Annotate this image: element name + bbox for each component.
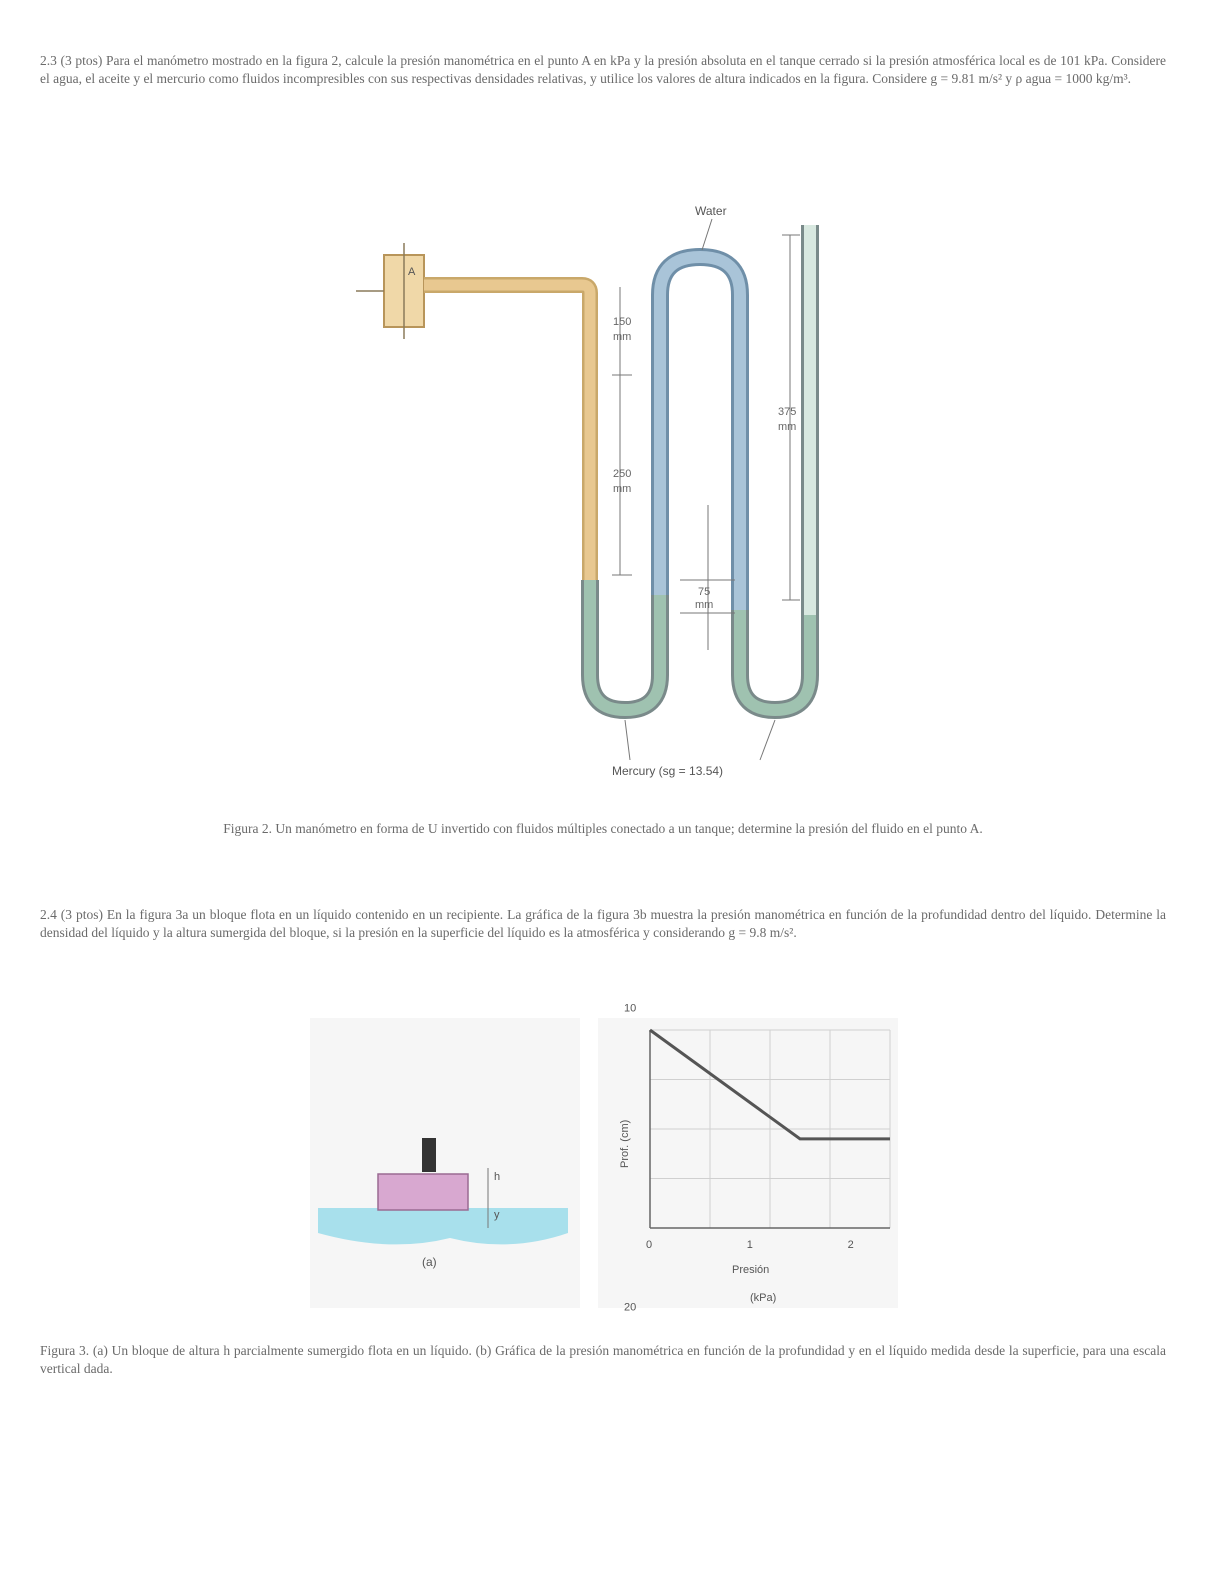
x-axis-label-unit: (kPa) (750, 1292, 777, 1304)
liquid (318, 1208, 568, 1244)
dim-unit-3: mm (778, 421, 797, 433)
mercury-label: Mercury (sg = 13.54) (612, 764, 724, 778)
dim-label-2: 250 (613, 468, 632, 480)
point-a-label: A (408, 266, 416, 278)
x-tick-label: 0 (646, 1239, 653, 1251)
weight (422, 1138, 436, 1172)
y-axis-label: Prof. (cm) (619, 1119, 631, 1168)
block-and-pressure-figure (310, 1002, 910, 1318)
h-label: h (494, 1171, 501, 1183)
figure-3-caption: Figura 3. (a) Un bloque de altura h parcialmente sumergido flota en un líquido. (b) Gráfica de la presión manométrica en función de la profundidad y en el líquido medida desde la superficie, para una escala vertical dada. (40, 1343, 1166, 1376)
figure-2-caption: Figura 2. Un manómetro en forma de U invertido con fluidos múltiples conectado a un tanque; determine la presión del fluido en el punto A. (223, 821, 983, 836)
y-tick-label: 10 (624, 1002, 637, 1015)
water-label: Water (695, 204, 727, 218)
dim-unit-2: mm (613, 483, 632, 495)
dim-unit-1: mm (613, 331, 632, 343)
dim-label-4: 75 (698, 586, 711, 598)
dim-label-1: 150 (613, 316, 632, 328)
panel-a-label: (a) (422, 1255, 437, 1269)
dim-unit-4: mm (695, 599, 714, 611)
problem-2-text: 2.4 (3 ptos) En la figura 3a un bloque flota en un líquido contenido en un recipiente. La gráfica de la figura 3b muestra la presión manométrica en función de la profundidad dentro del líquido. Determine la densidad del líquido y la altura sumergida del bloque, si la presión en la superficie del líquido es la atmosférica y considerando g = 9.8 m/s². (40, 907, 1166, 940)
y-label: y (494, 1209, 500, 1221)
dim-label-3: 375 (778, 406, 797, 418)
manometer-figure (350, 195, 870, 795)
x-tick-label: 1 (746, 1239, 753, 1251)
y-tick-label: 20 (624, 1301, 637, 1314)
x-tick-label: 2 (847, 1239, 854, 1251)
problem-1-text: 2.3 (3 ptos) Para el manómetro mostrado en la figura 2, calcule la presión manométrica en el punto A en kPa y la presión absoluta en el tanque cerrado si la presión atmosférica local es de 101 kPa. Considere el agua, el aceite y el mercurio como fluidos incompresibles con sus respectivas densidades relativas, y utilice los valores de altura indicados en la figura. Considere g = 9.81 m/s² y ρ agua = 1000 kg/m³. (40, 53, 1166, 86)
floating-block (378, 1174, 468, 1210)
x-axis-label: Presión (732, 1264, 770, 1276)
